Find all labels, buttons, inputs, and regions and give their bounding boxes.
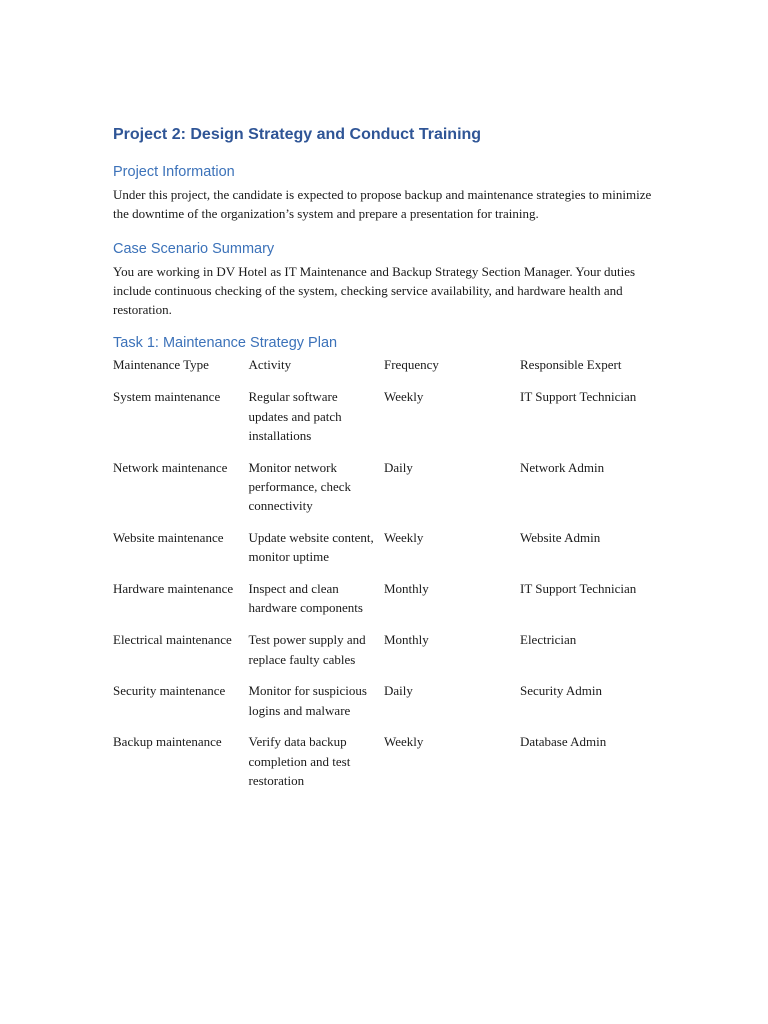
column-header-responsible-expert: Responsible Expert (520, 357, 622, 373)
frequency-cell: Weekly (384, 530, 424, 546)
column-header-maintenance-type: Maintenance Type (113, 357, 209, 373)
frequency-cell: Monthly (384, 581, 429, 597)
table-row (113, 681, 658, 732)
frequency-cell: Weekly (384, 389, 424, 405)
column-header-activity: Activity (248, 357, 292, 373)
project-information-text: Under this project, the candidate is expected to propose backup and maintenance strategies to minimize the downtime of the organization’s system and prepare a presentation for training. (113, 187, 652, 222)
document-page (113, 124, 658, 803)
activity-cell: Monitor network performance, check connectivity (248, 459, 351, 514)
table-row (113, 387, 658, 457)
maintenance-type-cell: Backup maintenance (113, 734, 222, 750)
responsible-expert-cell: Website Admin (520, 530, 601, 546)
maintenance-type-cell: Network maintenance (113, 459, 228, 475)
responsible-expert-cell: Database Admin (520, 734, 607, 750)
responsible-expert-cell: IT Support Technician (520, 581, 637, 597)
frequency-cell: Daily (384, 459, 413, 475)
responsible-expert-cell: Electrician (520, 632, 577, 648)
activity-cell: Regular software updates and patch installations (248, 389, 342, 443)
table-row (113, 579, 658, 630)
frequency-cell: Weekly (384, 734, 424, 750)
maintenance-type-cell: Electrical maintenance (113, 632, 232, 648)
responsible-expert-cell: IT Support Technician (520, 389, 637, 405)
maintenance-type-cell: Security maintenance (113, 683, 226, 699)
task1-heading: Task 1: Maintenance Strategy Plan (113, 335, 338, 352)
table-row (113, 528, 658, 579)
activity-cell: Update website content, monitor uptime (248, 530, 374, 565)
activity-cell: Monitor for suspicious logins and malware (248, 683, 367, 718)
maintenance-type-cell: Website maintenance (113, 530, 224, 546)
activity-cell: Test power supply and replace faulty cables (248, 632, 366, 667)
maintenance-type-cell: System maintenance (113, 389, 221, 405)
responsible-expert-cell: Security Admin (520, 683, 602, 699)
table-row (113, 458, 658, 528)
frequency-cell: Daily (384, 683, 413, 699)
table-header-row (113, 355, 658, 387)
case-scenario-heading: Case Scenario Summary (113, 240, 275, 257)
maintenance-type-cell: Hardware maintenance (113, 581, 234, 597)
case-scenario-text: You are working in DV Hotel as IT Maintenance and Backup Strategy Section Manager. Your duties include continuous checking of the system, checking service availability, and hardware health and restoration. (113, 263, 636, 318)
responsible-expert-cell: Network Admin (520, 459, 605, 475)
activity-cell: Inspect and clean hardware components (248, 581, 363, 616)
project-information-heading: Project Information (113, 164, 235, 180)
document-title: Project 2: Design Strategy and Conduct Training (113, 126, 482, 143)
table-row (113, 630, 658, 681)
activity-cell: Verify data backup completion and test restoration (248, 734, 351, 789)
column-header-frequency: Frequency (384, 357, 439, 373)
frequency-cell: Monthly (384, 632, 429, 648)
maintenance-strategy-table (113, 355, 658, 802)
table-row (113, 732, 658, 802)
